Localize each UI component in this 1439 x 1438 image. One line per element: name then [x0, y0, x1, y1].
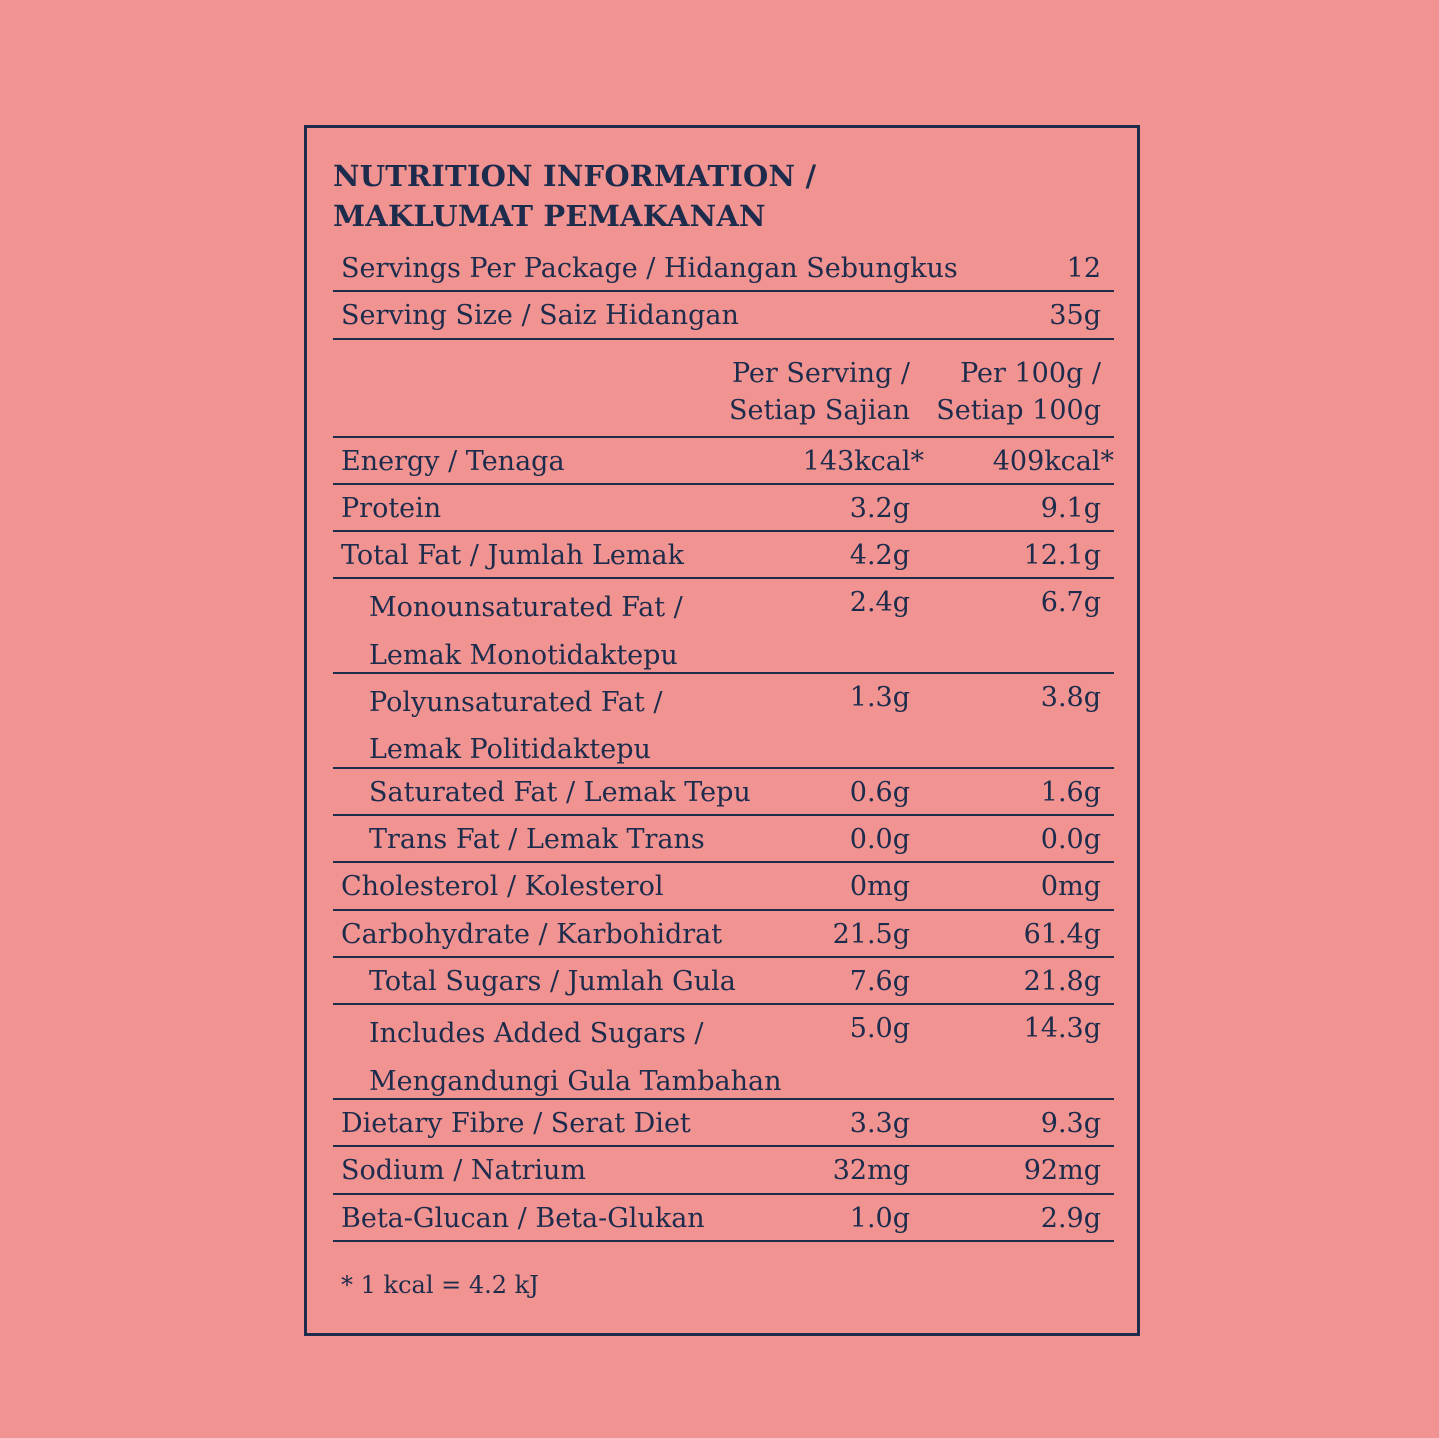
row-per-100g: 61.4g — [1023, 918, 1101, 950]
table-row-saturated-fat — [333, 769, 1114, 816]
table-row-sodium — [333, 1147, 1114, 1194]
footnote: * 1 kcal = 4.2 kJ — [341, 1271, 539, 1299]
row-label: Total Sugars / Jumlah Gula — [369, 966, 736, 998]
row-per-serving: 3.2g — [849, 492, 910, 524]
per-serving-header-line-2: Setiap Sajian — [728, 394, 910, 426]
row-per-100g: 2.9g — [1040, 1202, 1101, 1234]
row-per-100g: 0.0g — [1040, 824, 1101, 856]
per-serving-header — [729, 355, 910, 429]
row-per-serving: 32mg — [832, 1155, 910, 1187]
table-row-total-sugars — [333, 958, 1114, 1005]
row-label: Sodium / Natrium — [341, 1155, 587, 1187]
row-label — [369, 584, 683, 679]
table-row-monounsaturated-fat — [333, 579, 1114, 674]
table-row-carbohydrate — [333, 911, 1114, 958]
row-per-serving: 1.0g — [849, 1202, 910, 1234]
row-label: Cholesterol / Kolesterol — [341, 871, 664, 903]
row-per-serving: 3.3g — [849, 1108, 910, 1140]
table-row-total-fat — [333, 532, 1114, 579]
row-label-line-1: Polyunsaturated Fat / — [369, 687, 663, 719]
row-per-serving: 0.0g — [849, 824, 910, 856]
row-label-line-2: Mengandungi Gula Tambahan — [369, 1065, 782, 1097]
per-100g-header — [936, 355, 1101, 429]
row-per-100g: 0mg — [1040, 871, 1101, 903]
row-label — [369, 679, 662, 774]
table-row-energy — [333, 438, 1114, 485]
table-row-dietary-fibre — [333, 1100, 1114, 1147]
row-label: Carbohydrate / Karbohidrat — [341, 918, 723, 950]
row-per-100g: 6.7g — [1040, 587, 1101, 619]
per-100g-header-line-1: Per 100g / — [960, 357, 1101, 389]
row-per-serving: 5.0g — [849, 1013, 910, 1045]
row-label-line-2: Lemak Monotidaktepu — [369, 639, 678, 671]
servings-row — [333, 245, 1114, 292]
title-line-2: MAKLUMAT PEMAKANAN — [333, 199, 766, 233]
serving-size-value: 35g — [1049, 300, 1101, 332]
row-label: Saturated Fat / Lemak Tepu — [369, 776, 751, 808]
row-per-serving: 1.3g — [849, 682, 910, 714]
per-100g-header-line-2: Setiap 100g — [936, 394, 1101, 426]
row-label-line-2: Lemak Politidaktepu — [369, 734, 651, 766]
row-per-serving: 143kcal* — [802, 445, 924, 477]
row-label-line-1: Includes Added Sugars / — [369, 1018, 704, 1050]
row-per-100g: 409kcal* — [992, 445, 1114, 477]
nutrition-table — [333, 245, 1114, 1242]
per-serving-header-line-1: Per Serving / — [731, 357, 910, 389]
servings-label: Servings Per Package / Hidangan Sebungkus — [341, 253, 958, 284]
serving-size-label: Serving Size / Saiz Hidangan — [341, 300, 739, 332]
row-label: Beta-Glucan / Beta-Glukan — [341, 1202, 705, 1234]
nutrition-panel — [304, 125, 1140, 1336]
row-per-serving: 4.2g — [849, 540, 910, 572]
table-row-trans-fat — [333, 816, 1114, 863]
row-per-100g: 9.1g — [1040, 492, 1101, 524]
row-label: Trans Fat / Lemak Trans — [369, 824, 705, 856]
row-label: Total Fat / Jumlah Lemak — [341, 540, 684, 572]
panel-title — [333, 156, 816, 236]
row-per-100g: 21.8g — [1023, 966, 1101, 998]
row-label — [369, 1010, 782, 1105]
row-per-serving: 21.5g — [832, 918, 910, 950]
row-label: Dietary Fibre / Serat Diet — [341, 1108, 691, 1140]
table-row-polyunsaturated-fat — [333, 674, 1114, 769]
table-row-beta-glucan — [333, 1195, 1114, 1242]
row-label: Energy / Tenaga — [341, 445, 565, 477]
row-label: Protein — [341, 492, 442, 524]
column-header-row — [333, 340, 1114, 438]
row-per-100g: 14.3g — [1023, 1013, 1101, 1045]
table-row-cholesterol — [333, 863, 1114, 910]
row-per-100g: 12.1g — [1023, 540, 1101, 572]
servings-value: 12 — [1066, 253, 1101, 284]
table-row-protein — [333, 485, 1114, 532]
title-line-1: NUTRITION INFORMATION / — [333, 159, 817, 193]
row-per-100g: 92mg — [1023, 1155, 1101, 1187]
row-per-serving: 0.6g — [849, 776, 910, 808]
row-per-serving: 0mg — [849, 871, 910, 903]
row-per-100g: 9.3g — [1040, 1108, 1101, 1140]
row-per-serving: 7.6g — [849, 966, 910, 998]
row-per-100g: 3.8g — [1040, 682, 1101, 714]
row-label-line-1: Monounsaturated Fat / — [369, 592, 683, 624]
serving-size-row — [333, 292, 1114, 339]
table-row-added-sugars — [333, 1005, 1114, 1100]
row-per-serving: 2.4g — [849, 587, 910, 619]
row-per-100g: 1.6g — [1040, 776, 1101, 808]
